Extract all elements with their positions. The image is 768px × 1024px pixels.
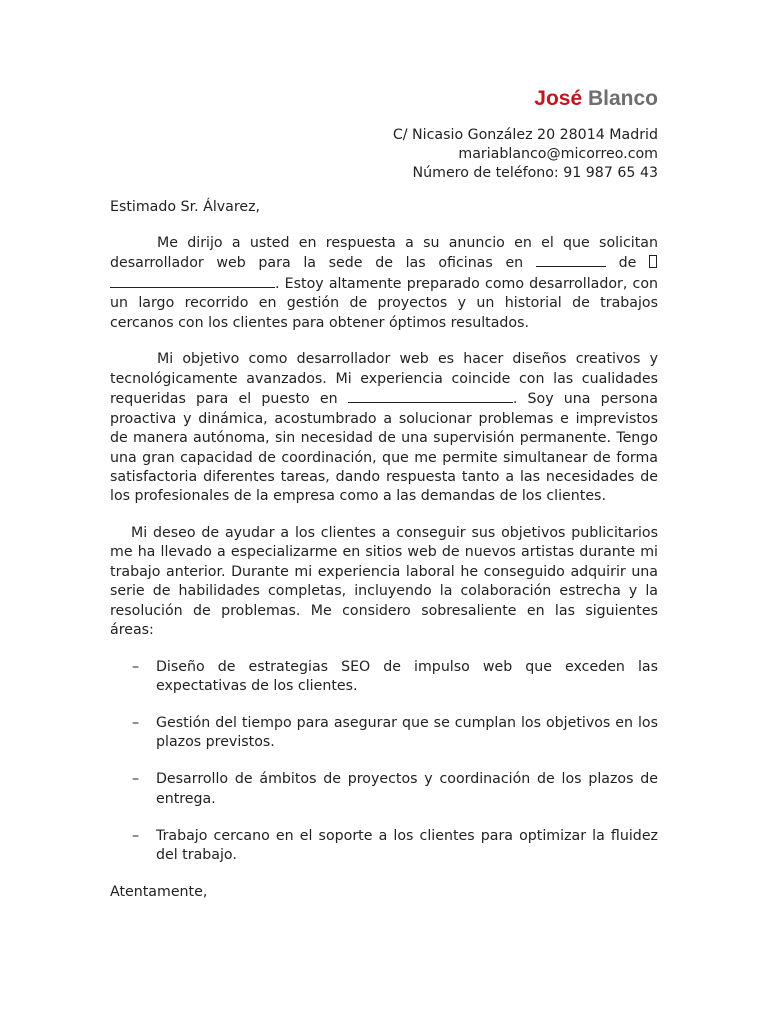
list-item xyxy=(110,770,658,809)
sender-last-name: Blanco xyxy=(587,87,658,110)
list-item-text: Desarrollo de ámbitos de proyectos y coordinación de los plazos de entrega. xyxy=(156,771,658,807)
list-item xyxy=(110,714,658,753)
sender-phone: Número de teléfono: 91 987 65 43 xyxy=(412,165,658,181)
sender-name xyxy=(110,84,658,114)
paragraph-2 xyxy=(110,350,658,507)
paragraph-3: Mi deseo de ayudar a los clientes a conseguir sus objetivos publicitarios me ha llevado a especializarme en sitios web de nuevos artistas durante mi trabajo anterior. Durante mi experiencia laboral he conseguido adquirir una serie de habilidades completas, incluyendo la colaboración estrecha y la resolución de problemas. Me considero sobresaliente en las siguientes áreas: xyxy=(110,524,658,639)
dash-bullet-icon: – xyxy=(132,715,140,732)
sender-first-name: José xyxy=(534,87,583,110)
list-item-text: Gestión del tiempo para asegurar que se cumplan los objetivos en los plazos previstos. xyxy=(156,715,658,751)
paragraph-1-text-b: de xyxy=(618,255,637,272)
skills-list xyxy=(110,658,658,866)
sender-contact-block xyxy=(110,126,658,183)
list-item xyxy=(110,658,658,697)
missing-glyph-icon xyxy=(649,255,657,268)
fill-in-blank xyxy=(110,274,275,288)
dash-bullet-icon: – xyxy=(132,658,140,675)
list-item xyxy=(110,827,658,866)
paragraph-1-text-c: . Estoy altamente preparado como desarrollador, con un largo recorrido en gestión de proyectos y un historial de trabajos cercanos con los clientes para obtener óptimos resultados. xyxy=(110,275,658,331)
list-item-text: Trabajo cercano en el soporte a los clientes para optimizar la fluidez del trabajo. xyxy=(156,827,658,864)
fill-in-blank xyxy=(348,389,513,403)
fill-in-blank xyxy=(536,253,606,267)
paragraph-2-text-a: Mi objetivo como desarrollador web es hacer diseños creativos y tecnológicamente avanzados. Mi experiencia coincide con las cualidades requeridas para el puesto en xyxy=(110,351,658,408)
dash-bullet-icon: – xyxy=(132,827,140,844)
dash-bullet-icon: – xyxy=(132,771,140,788)
greeting: Estimado Sr. Álvarez, xyxy=(110,199,261,215)
letter-page xyxy=(110,84,658,902)
paragraph-1 xyxy=(110,234,658,333)
sender-address: C/ Nicasio González 20 28014 Madrid xyxy=(392,127,658,143)
closing: Atentamente, xyxy=(110,884,208,901)
sender-email: mariablanco@micorreo.com xyxy=(458,146,658,162)
paragraph-2-text-b: . Soy una persona proactiva y dinámica, acostumbrado a solucionar problemas e imprevistos de manera autónoma, sin necesidad de una supervisión permanente. Tengo una gran capacidad de coordinación, que me permite simultanear de forma satisfactoria diferentes tareas, dando respuesta tanto a las necesidades de los profesionales de la empresa como a las demandas de los clientes. xyxy=(110,391,658,505)
list-item-text: Diseño de estrategias SEO de impulso web que exceden las expectativas de los clientes. xyxy=(156,658,658,695)
paragraph-1-text-a: Me dirijo a usted en respuesta a su anuncio en el que solicitan desarrollador web para la sede de las oficinas en xyxy=(110,235,658,272)
